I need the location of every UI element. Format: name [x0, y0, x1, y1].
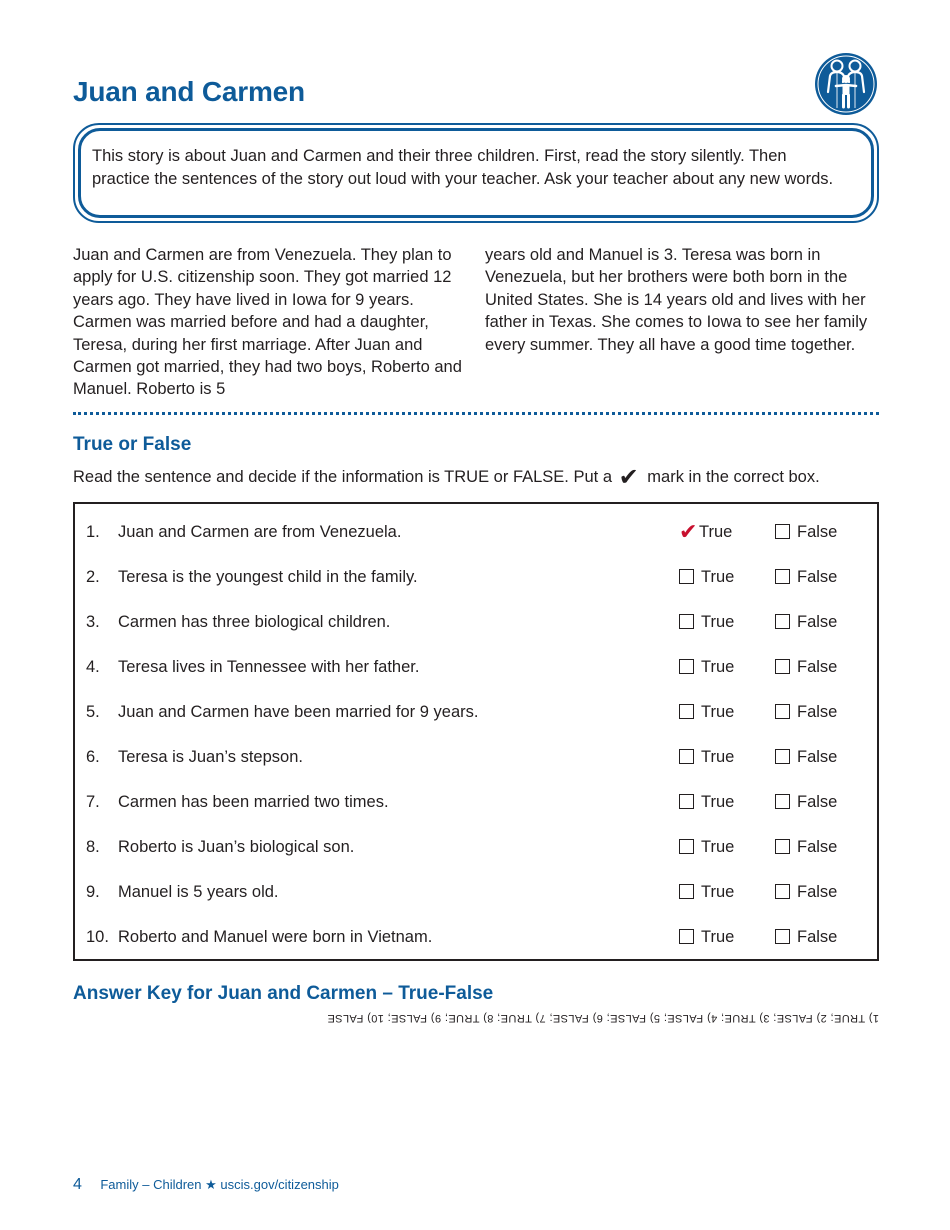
true-checkbox[interactable] — [679, 929, 694, 944]
false-checkbox[interactable] — [775, 839, 790, 854]
question-text: Manuel is 5 years old. — [118, 883, 279, 901]
question-number: 9. — [86, 883, 100, 901]
true-option[interactable] — [679, 703, 734, 722]
question-text: Juan and Carmen have been married for 9 years. — [118, 703, 479, 721]
true-option[interactable] — [679, 658, 734, 677]
true-checkbox[interactable] — [679, 839, 694, 854]
false-checkbox[interactable] — [775, 704, 790, 719]
false-checkbox[interactable] — [775, 659, 790, 674]
false-label: False — [797, 613, 838, 631]
true-label: True — [701, 838, 735, 856]
question-text: Roberto is Juan’s biological son. — [118, 838, 355, 856]
false-option[interactable] — [775, 568, 837, 587]
question-text: Teresa is the youngest child in the family. — [118, 568, 418, 586]
true-option[interactable] — [679, 519, 733, 544]
question-number: 6. — [86, 748, 100, 766]
family-icon — [814, 52, 878, 116]
false-option[interactable] — [775, 658, 837, 677]
true-option[interactable] — [679, 838, 734, 857]
true-label: True — [701, 568, 735, 586]
false-checkbox[interactable] — [775, 794, 790, 809]
quiz-row — [75, 912, 877, 957]
question-number: 4. — [86, 658, 100, 676]
true-checkbox[interactable] — [679, 659, 694, 674]
true-false-heading: True or False — [73, 434, 192, 455]
false-checkbox[interactable] — [775, 569, 790, 584]
quiz-row — [75, 507, 877, 552]
page-title: Juan and Carmen — [73, 76, 305, 107]
red-check-mark-icon[interactable]: ✔ — [679, 519, 698, 544]
false-label: False — [797, 703, 838, 721]
instructions — [73, 464, 820, 491]
false-checkbox[interactable] — [775, 524, 790, 539]
question-number: 3. — [86, 613, 100, 631]
quiz-row — [75, 867, 877, 912]
quiz-row — [75, 642, 877, 687]
true-checkbox[interactable] — [679, 884, 694, 899]
answer-key-upside-down: 1) TRUE; 2) FALSE; 3) TRUE; 4) FALSE; 5) FALSE; 6) FALSE; 7) TRUE; 8) TRUE; 9) FALSE; 10) FALSE — [327, 1012, 879, 1024]
instructions-text-before: Read the sentence and decide if the information is TRUE or FALSE. Put a — [73, 468, 612, 486]
false-checkbox[interactable] — [775, 614, 790, 629]
question-text: Roberto and Manuel were born in Vietnam. — [118, 928, 433, 946]
story-column-right: years old and Manuel is 3. Teresa was born in Venezuela, but her brothers were both born in the United States. She is 14 years old and lives with her father in Texas. She comes to Iowa to see her family every summer. They all have a good time together. — [485, 246, 868, 354]
false-label: False — [797, 658, 838, 676]
footer — [73, 1176, 339, 1194]
false-option[interactable] — [775, 523, 837, 542]
question-text: Carmen has been married two times. — [118, 793, 389, 811]
true-false-table — [73, 502, 879, 961]
false-option[interactable] — [775, 613, 837, 632]
true-checkbox[interactable] — [679, 794, 694, 809]
true-option[interactable] — [679, 568, 734, 587]
true-option[interactable] — [679, 613, 734, 632]
true-checkbox[interactable] — [679, 749, 694, 764]
section-divider — [73, 412, 879, 415]
quiz-row — [75, 687, 877, 732]
quiz-row — [75, 732, 877, 777]
question-text: Juan and Carmen are from Venezuela. — [118, 523, 402, 541]
quiz-row — [75, 552, 877, 597]
false-label: False — [797, 568, 838, 586]
question-number: 2. — [86, 568, 100, 586]
question-number: 7. — [86, 793, 100, 811]
true-label: True — [701, 883, 735, 901]
question-number: 5. — [86, 703, 100, 721]
false-label: False — [797, 928, 838, 946]
true-checkbox[interactable] — [679, 614, 694, 629]
false-option[interactable] — [775, 793, 837, 812]
false-label: False — [797, 838, 838, 856]
page-number: 4 — [73, 1176, 82, 1193]
instructions-text-after: mark in the correct box. — [647, 468, 820, 486]
false-label: False — [797, 883, 838, 901]
question-number: 1. — [86, 523, 100, 541]
true-label: True — [701, 658, 735, 676]
question-text: Carmen has three biological children. — [118, 613, 391, 631]
true-label: True — [701, 703, 735, 721]
false-option[interactable] — [775, 928, 837, 947]
false-option[interactable] — [775, 703, 837, 722]
true-label: True — [701, 928, 735, 946]
true-option[interactable] — [679, 928, 734, 947]
question-text: Teresa is Juan’s stepson. — [118, 748, 303, 766]
true-checkbox[interactable] — [679, 569, 694, 584]
quiz-row — [75, 777, 877, 822]
intro-box — [73, 123, 879, 223]
true-option[interactable] — [679, 793, 734, 812]
true-label: True — [701, 748, 735, 766]
false-checkbox[interactable] — [775, 884, 790, 899]
false-label: False — [797, 793, 838, 811]
false-label: False — [797, 523, 838, 541]
true-label: True — [701, 793, 735, 811]
intro-text: This story is about Juan and Carmen and their three children. First, read the story silently. Then practice the sentences of the story out loud with your teacher. Ask your teacher about any new words. — [92, 147, 834, 188]
quiz-row — [75, 822, 877, 867]
question-number: 8. — [86, 838, 100, 856]
check-mark-icon: ✔ — [618, 464, 639, 491]
true-option[interactable] — [679, 748, 734, 767]
footer-text: Family – Children ★ uscis.gov/citizenship — [100, 1177, 339, 1192]
true-option[interactable] — [679, 883, 734, 902]
false-option[interactable] — [775, 883, 837, 902]
answer-key-heading: Answer Key for Juan and Carmen – True-False — [73, 983, 494, 1004]
true-label: True — [701, 613, 735, 631]
quiz-row — [75, 597, 877, 642]
question-number: 10. — [86, 928, 109, 946]
false-checkbox[interactable] — [775, 749, 790, 764]
true-label: True — [699, 523, 733, 541]
false-option[interactable] — [775, 748, 837, 767]
false-checkbox[interactable] — [775, 929, 790, 944]
true-checkbox[interactable] — [679, 704, 694, 719]
false-label: False — [797, 748, 838, 766]
false-option[interactable] — [775, 838, 837, 857]
story-column-left: Juan and Carmen are from Venezuela. They plan to apply for U.S. citizenship soon. They got married 12 years ago. They have lived in Iowa for 9 years. Carmen was married before and had a daughter, Teresa, during her first marriage. After Juan and Carmen got married, they had two boys, Roberto and Manuel. Roberto is 5 — [73, 246, 462, 399]
question-text: Teresa lives in Tennessee with her father. — [118, 658, 420, 676]
